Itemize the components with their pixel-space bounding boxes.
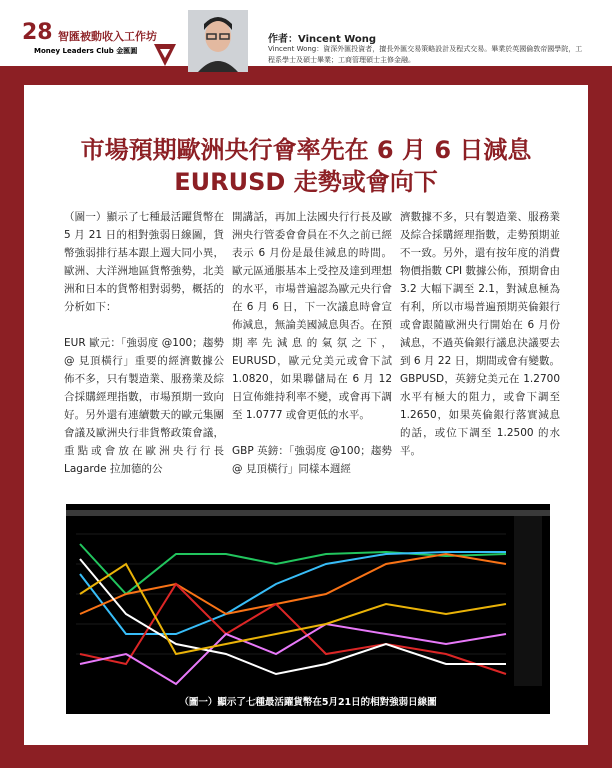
chart-caption: （圖一）顯示了七種最活躍貨幣在5月21日的相對強弱日線圖 <box>179 697 437 708</box>
article-title-line-1: 市場預期歐洲央行會率先在 6 月 6 日減息 <box>80 136 532 164</box>
chart-graphic <box>66 504 550 714</box>
article-column-1 <box>64 208 224 496</box>
paragraph: （圖一）顯示了七種最活躍貨幣在 5 月 21 日的相對強弱日線圖，貨幣強弱排行基本跟上週大同小異，歐洲、大洋洲地區貨幣強勢，北美洲和日本的貨幣相對弱勢，概括的分析如下： <box>64 211 224 313</box>
article-column-2 <box>232 208 392 496</box>
page-footer-band <box>0 745 612 768</box>
paragraph: 開講話，再加上法國央行行長及歐洲央行管委會會員在不久之前已經表示 6 月份是最佳減息的時間。歐元區通脹基本上受控及達到理想的水平，市場普遍認為歐元央行會在 6 月 6 日，下一次議息時會宣佈減息，無論美國減息與否。在預期率先減息的氣氛之下，EURUSD，歐元兌美元或會下試 1.0820，如果聯儲局在 6 月 12 日宣佈維持利率不變，或會再下調至 1.0777 或會更低的水平。 <box>232 211 392 421</box>
paragraph: 濟數據不多，只有製造業、服務業及綜合採購經理指數，走勢預期並不一致。另外，還有按年度的消費物價指數 CPI 數據公佈，預期會由 3.2 大幅下調至 2.1，對減息極為有利，所以市場普遍預期英倫銀行或會跟隨歐洲央行開始在 6 月份減息，不過英倫銀行議息決議要去到 6 月 22 日，期間或會有變數。GBPUSD，英鎊兌美元在 1.2700 水平有極大的阻力，或會下調至 1.2650，如果英倫銀行落實減息的話，或位下調至 1.2500 的水平。 <box>400 211 560 457</box>
author-bio: Vincent Wong：資深外匯投資者，擅長外匯交易策略設計及程式交易。畢業於英國倫敦帝國學院，工程系學士及碩士畢業；工商管理碩士主修金融。 <box>268 45 583 64</box>
currency-strength-chart <box>66 504 550 714</box>
club-name: Money Leaders Club 金匯圓 <box>34 47 138 55</box>
paragraph: EUR 歐元：「強弱度 @100；趨勢 @ 見頂橫行」重要的經濟數據公佈不多，只有製造業、服務業及綜合採購經理指數，市場預期一致向好。另外還有連續數天的歐元集團會議及歐洲央行非貨幣政策會議，重點或會放在歐洲央行行長 Lagarde 拉加德的公 <box>64 337 224 475</box>
page-number: 28 <box>22 20 53 45</box>
brand-logo-icon <box>152 42 178 68</box>
article-column-3 <box>400 208 560 478</box>
paragraph: GBP 英鎊：「強弱度 @100；趨勢 @ 見頂橫行」同樣本週經 <box>232 445 392 475</box>
column-title: 智匯被動收入工作坊 <box>58 30 157 43</box>
article-title-line-2: EURUSD 走勢或會向下 <box>174 168 438 196</box>
author-name: 作者：Vincent Wong <box>268 34 377 45</box>
author-avatar <box>188 10 248 72</box>
